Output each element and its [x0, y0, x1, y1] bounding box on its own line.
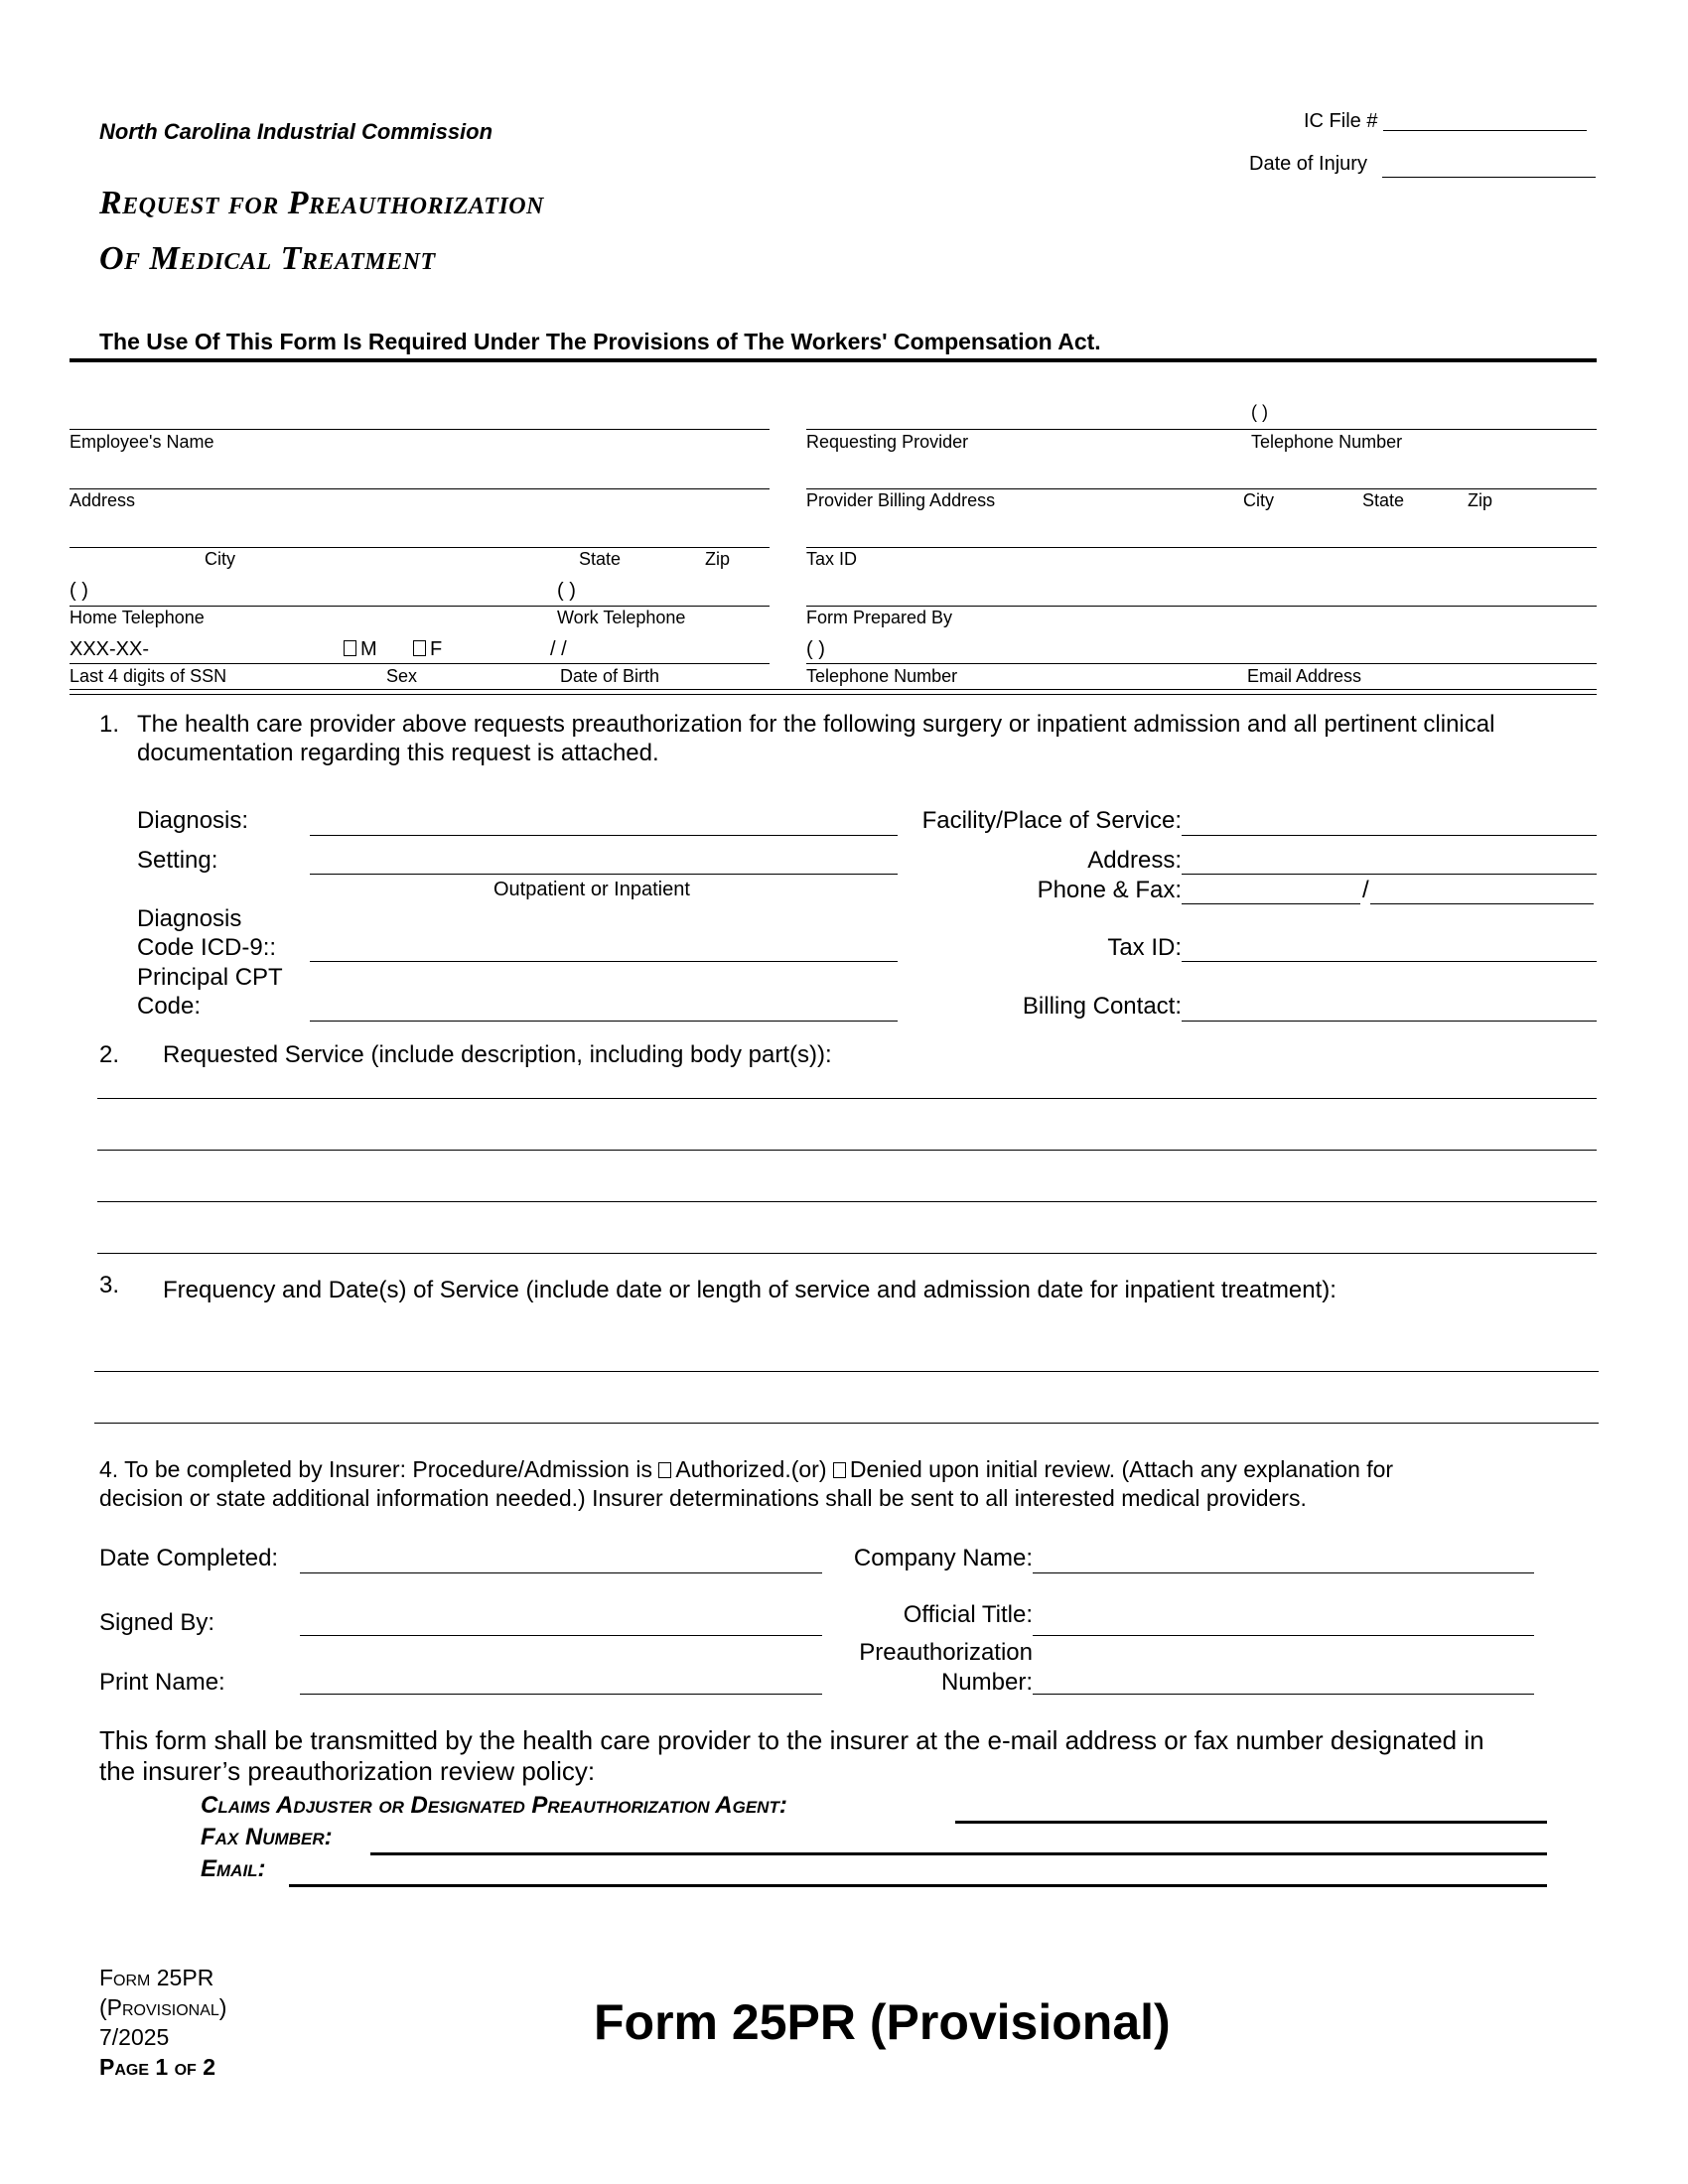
footer-form-id: Form 25PR [99, 1965, 214, 1990]
footer-big-title: Form 25PR (Provisional) [594, 1994, 1171, 2050]
cpt-code-label-line1: Principal CPT [137, 964, 283, 991]
home-phone-parens: ( ) [70, 580, 88, 602]
preauth-number-label-line1: Preauthorization [859, 1639, 1033, 1666]
sex-label: Sex [386, 666, 418, 686]
company-name-field[interactable] [1033, 1572, 1534, 1573]
employee-city-state-zip-field[interactable] [70, 547, 770, 548]
sex-female-text: F [430, 638, 443, 660]
sex-female-option[interactable] [413, 639, 442, 659]
ic-file-label: IC File # [1304, 110, 1378, 132]
diagnosis-code-label-line1: Diagnosis [137, 905, 242, 932]
official-title-label: Official Title: [903, 1601, 1033, 1628]
diagnosis-code-field[interactable] [310, 961, 898, 962]
phone-fields[interactable] [70, 606, 770, 607]
facility-tax-id-label: Tax ID: [1107, 934, 1182, 961]
block-rule-1 [70, 689, 1597, 690]
frequency-line-2[interactable] [94, 1423, 1599, 1424]
form-prepared-by-label: Form Prepared By [806, 608, 953, 627]
ssn-label: Last 4 digits of SSN [70, 666, 227, 686]
section4-line2: decision or state additional information needed.) Insurer determinations shall be sent to all interested medical providers. [99, 1485, 1307, 1511]
fax-number-label: Fax Number: [201, 1824, 333, 1850]
facility-field[interactable] [1182, 835, 1597, 836]
provider-billing-address-field[interactable] [806, 488, 1597, 489]
section4-intro: 4. To be completed by Insurer: Procedure/Admission is [99, 1456, 652, 1482]
facility-phone-field[interactable] [1182, 903, 1360, 904]
employee-state-label: State [579, 549, 622, 569]
facility-address-field[interactable] [1182, 874, 1597, 875]
provider-billing-address-label: Provider Billing Address [806, 490, 996, 510]
preauth-number-field[interactable] [1033, 1694, 1534, 1695]
employee-address-field[interactable] [70, 488, 770, 489]
footer-page: Page 1 of 2 [99, 2054, 215, 2080]
requested-service-line-3[interactable] [97, 1201, 1597, 1202]
section3-number: 3. [99, 1272, 120, 1298]
agent-label: Claims Adjuster or Designated Preauthorization Agent: [201, 1792, 787, 1819]
provider-phone-parens: ( ) [1251, 402, 1268, 422]
provider-tax-id-label: Tax ID [806, 549, 858, 569]
form-prepared-by-field[interactable] [806, 606, 1597, 607]
footer-provisional: (Provisional) [99, 1994, 227, 2020]
facility-label: Facility/Place of Service: [921, 807, 1182, 834]
employee-zip-label: Zip [705, 549, 731, 569]
diagnosis-label: Diagnosis: [137, 807, 249, 834]
section2-text: Requested Service (include description, including body part(s)): [163, 1041, 832, 1068]
section3-text: Frequency and Date(s) of Service (include date or length of service and admission date for inpatient treatment): [163, 1277, 1336, 1303]
requesting-provider-field[interactable] [806, 429, 1597, 430]
form-title-line2: Of Medical Treatment [99, 240, 436, 277]
provider-tax-id-field[interactable] [806, 547, 1597, 548]
provider-city-label: City [1243, 490, 1274, 510]
billing-contact-field[interactable] [1182, 1021, 1597, 1022]
cpt-code-label-line2: Code: [137, 993, 202, 1020]
email-label: Email: [201, 1855, 266, 1882]
preauth-number-label-line2: Number: [940, 1669, 1033, 1696]
diagnosis-field[interactable] [310, 835, 898, 836]
section1-number: 1. [99, 711, 120, 738]
denied-checkbox[interactable] [833, 1462, 846, 1478]
checkbox-female[interactable] [413, 640, 426, 656]
phone-fax-label: Phone & Fax: [1037, 877, 1182, 903]
billing-contact-label: Billing Contact: [1022, 993, 1182, 1020]
agency-name: North Carolina Industrial Commission [99, 119, 493, 144]
employee-address-label: Address [70, 490, 136, 510]
section4-line1 [99, 1455, 1393, 1484]
footer-date: 7/2025 [99, 2024, 170, 2050]
header-rule [70, 358, 1597, 362]
cpt-code-field[interactable] [310, 1021, 898, 1022]
setting-label: Setting: [137, 847, 218, 874]
block-rule-2 [70, 694, 1597, 695]
dob-label: Date of Birth [560, 666, 660, 686]
employee-name-field[interactable] [70, 429, 770, 430]
transmit-text-line2: the insurer’s preauthorization review policy: [99, 1756, 596, 1786]
agent-field[interactable] [955, 1821, 1547, 1824]
work-phone-label: Work Telephone [557, 608, 686, 627]
provider-zip-label: Zip [1468, 490, 1493, 510]
fax-number-field[interactable] [370, 1852, 1547, 1855]
provider-telephone-label: Telephone Number [1251, 432, 1403, 452]
date-completed-field[interactable] [300, 1572, 822, 1573]
employee-city-label: City [205, 549, 235, 569]
denied-text: Denied upon initial review. (Attach any explanation for [849, 1456, 1394, 1482]
transmit-text-line1: This form shall be transmitted by the health care provider to the insurer at the e-mail address or fax number designated in [99, 1725, 1484, 1755]
requested-service-line-2[interactable] [97, 1150, 1597, 1151]
requesting-provider-label: Requesting Provider [806, 432, 969, 452]
prepared-contact-field[interactable] [806, 663, 1597, 664]
diagnosis-code-label-line2: Code ICD-9:: [137, 934, 277, 961]
section1-text-line2: documentation regarding this request is attached. [137, 740, 659, 766]
employee-name-label: Employee's Name [70, 432, 214, 452]
prepared-phone-parens: ( ) [806, 638, 825, 660]
phone-fax-separator: / [1362, 877, 1369, 903]
checkbox-male[interactable] [344, 640, 356, 656]
sex-male-text: M [360, 638, 377, 660]
ssn-sex-dob-field[interactable] [70, 663, 770, 664]
authorized-checkbox[interactable] [658, 1462, 671, 1478]
email-address-label: Email Address [1247, 666, 1362, 686]
ic-file-field[interactable] [1383, 130, 1587, 131]
print-name-field[interactable] [300, 1694, 822, 1695]
prepared-phone-label: Telephone Number [806, 666, 958, 686]
sex-male-option[interactable] [344, 639, 377, 659]
authorized-text: Authorized.(or) [675, 1456, 827, 1482]
form-title-line1: Request for Preauthorization [99, 185, 544, 221]
signed-by-field[interactable] [300, 1635, 822, 1636]
company-name-label: Company Name: [853, 1545, 1033, 1571]
frequency-line-1[interactable] [94, 1371, 1599, 1372]
print-name-label: Print Name: [99, 1669, 225, 1696]
official-title-field[interactable] [1033, 1635, 1534, 1636]
ssn-prefix: XXX-XX- [70, 638, 150, 660]
home-phone-label: Home Telephone [70, 608, 205, 627]
requested-service-line-1[interactable] [97, 1098, 1597, 1099]
facility-address-label: Address: [1087, 847, 1182, 874]
section1-text-line1: The health care provider above requests preauthorization for the following surgery or inpatient admission and all pertinent clinical [137, 711, 1495, 738]
signed-by-label: Signed By: [99, 1609, 215, 1636]
facility-fax-field[interactable] [1370, 903, 1594, 904]
requested-service-line-4[interactable] [97, 1253, 1597, 1254]
form-subtitle: The Use Of This Form Is Required Under The Provisions of The Workers' Compensation Act. [99, 329, 1101, 354]
work-phone-parens: ( ) [557, 580, 576, 602]
email-field[interactable] [289, 1884, 1547, 1887]
date-of-injury-label: Date of Injury [1249, 153, 1367, 175]
provider-state-label: State [1362, 490, 1405, 510]
setting-field[interactable] [310, 874, 898, 875]
outpatient-inpatient-hint: Outpatient or Inpatient [493, 879, 690, 900]
date-of-injury-field[interactable] [1382, 177, 1596, 178]
dob-slashes: / / [550, 638, 567, 660]
facility-tax-id-field[interactable] [1182, 961, 1597, 962]
section2-number: 2. [99, 1041, 120, 1068]
date-completed-label: Date Completed: [99, 1545, 279, 1571]
